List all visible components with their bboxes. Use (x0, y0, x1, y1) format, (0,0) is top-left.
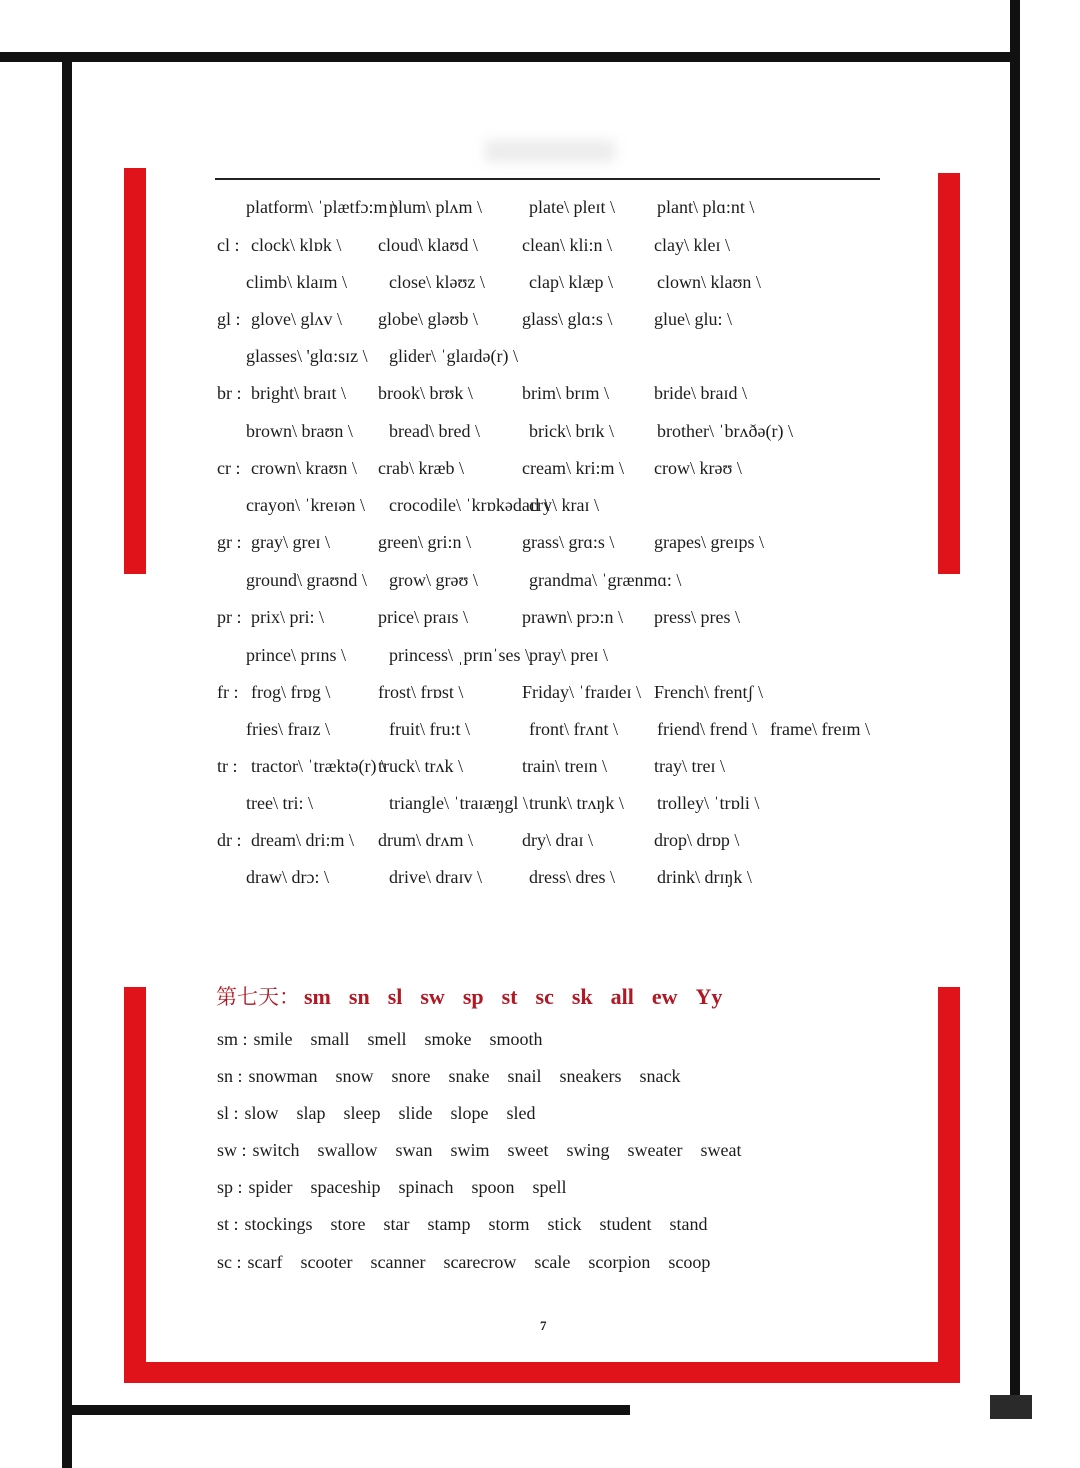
section-heading (216, 981, 722, 1011)
word-entry: green\ gri:n \ (378, 532, 471, 552)
list-label: sw : (217, 1140, 247, 1160)
section-key: sc (535, 984, 554, 1009)
word-entry: prince\ prɪns \ (246, 645, 346, 665)
list-word: swan (395, 1140, 433, 1160)
word-entry: frost\ frɒst \ (378, 682, 464, 702)
list-word: sneakers (559, 1066, 622, 1086)
list-word: snail (507, 1066, 542, 1086)
list-word: smoke (424, 1029, 472, 1049)
word-entry: fruit\ fru:t \ (389, 719, 470, 739)
list-item (217, 1140, 759, 1161)
section-key: ew (651, 984, 678, 1009)
list-label: sc : (217, 1252, 242, 1272)
list-word: storm (488, 1214, 530, 1234)
word-entry: clay\ kleɪ \ (654, 235, 730, 255)
red-bar-left-top (124, 168, 146, 574)
word-entry: close\ kləʊz \ (389, 272, 485, 292)
section-title-cn: 第七天： (216, 985, 300, 1009)
word-entry: clown\ klaʊn \ (657, 272, 761, 292)
row-label: fr : (217, 682, 239, 702)
word-entry: crow\ krəʊ \ (654, 458, 742, 478)
word-entry: pray\ preɪ \ (529, 645, 608, 665)
list-word: star (383, 1214, 410, 1234)
row-label: tr : (217, 756, 238, 776)
word-entry: dream\ dri:m \ (251, 830, 354, 850)
list-label: sm : (217, 1029, 248, 1049)
word-entry: front\ frʌnt \ (529, 719, 618, 739)
list-word: scale (534, 1252, 571, 1272)
row-label: cr : (217, 458, 241, 478)
list-item (217, 1177, 585, 1198)
row-label: gl : (217, 309, 241, 329)
word-entry: dry\ draɪ \ (522, 830, 593, 850)
word-entry: platform\ ˈplætfɔ:m \ (246, 197, 397, 217)
word-entry: cloud\ klaʊd \ (378, 235, 478, 255)
list-word: student (599, 1214, 652, 1234)
word-entry: cream\ kri:m \ (522, 458, 624, 478)
section-key: all (610, 984, 634, 1009)
row-label: br : (217, 383, 242, 403)
word-entry: French\ frentʃ \ (654, 682, 763, 702)
list-word: sleep (343, 1103, 381, 1123)
word-entry: friend\ frend \ (657, 719, 757, 739)
word-entry: train\ treɪn \ (522, 756, 607, 776)
list-word: scorpion (588, 1252, 651, 1272)
section-key: sp (462, 984, 484, 1009)
word-entry: tree\ tri: \ (246, 793, 313, 813)
frame-bottom-bar (62, 1405, 630, 1415)
list-word: stick (547, 1214, 582, 1234)
word-entry: plate\ pleɪt \ (529, 197, 615, 217)
list-word: sweet (507, 1140, 549, 1160)
list-word: scanner (370, 1252, 426, 1272)
section-key: sk (571, 984, 593, 1009)
list-item (217, 1252, 728, 1273)
section-key: Yy (695, 984, 723, 1009)
list-label: st : (217, 1214, 239, 1234)
word-entry: globe\ gləʊb \ (378, 309, 478, 329)
list-item (217, 1029, 561, 1050)
list-item (217, 1214, 726, 1235)
red-bar-bottom (124, 1362, 960, 1383)
list-item (217, 1103, 554, 1124)
word-entry: fries\ fraɪz \ (246, 719, 330, 739)
section-key: sm (304, 984, 331, 1009)
header-rule (215, 178, 880, 180)
word-entry: trunk\ trʌŋk \ (529, 793, 624, 813)
word-entry: tray\ treɪ \ (654, 756, 725, 776)
word-entry: clock\ klɒk \ (251, 235, 342, 255)
list-word: swing (566, 1140, 610, 1160)
list-word: sweater (627, 1140, 683, 1160)
blurred-header (485, 140, 615, 162)
list-word: slow (244, 1103, 279, 1123)
section-key: sn (348, 984, 370, 1009)
red-bar-left-bottom (124, 987, 146, 1383)
frame-left-bar (62, 60, 72, 1468)
word-entry: plum\ plʌm \ (389, 197, 483, 217)
word-entry: glove\ glʌv \ (251, 309, 342, 329)
word-entry: brown\ braʊn \ (246, 421, 353, 441)
word-entry: grass\ grɑ:s \ (522, 532, 615, 552)
word-entry: grandma\ ˈgrænmɑ: \ (529, 570, 682, 590)
word-entry: price\ praɪs \ (378, 607, 468, 627)
word-entry: frog\ frɒg \ (251, 682, 331, 702)
word-entry: gray\ greɪ \ (251, 532, 330, 552)
list-word: snowman (248, 1066, 318, 1086)
list-word: smell (367, 1029, 407, 1049)
row-label: pr : (217, 607, 242, 627)
list-word: scarecrow (443, 1252, 517, 1272)
list-word: stand (669, 1214, 708, 1234)
word-entry: grow\ grəʊ \ (389, 570, 478, 590)
list-word: scoop (668, 1252, 711, 1272)
list-word: snow (335, 1066, 374, 1086)
word-entry: glue\ glu: \ (654, 309, 732, 329)
word-entry: trolley\ ˈtrɒli \ (657, 793, 760, 813)
list-word: spoon (471, 1177, 515, 1197)
word-entry: drink\ drɪŋk \ (657, 867, 752, 887)
list-word: spinach (398, 1177, 454, 1197)
list-label: sn : (217, 1066, 243, 1086)
section-key: st (501, 984, 518, 1009)
word-entry: tractor\ ˈtræktə(r) \ (251, 756, 386, 776)
word-entry: crocodile\ ˈkrɒkədaɪl \ (389, 495, 550, 515)
word-entry: press\ pres \ (654, 607, 740, 627)
list-word: snore (391, 1066, 431, 1086)
section-key: sw (420, 984, 445, 1009)
list-word: store (330, 1214, 366, 1234)
list-word: sled (506, 1103, 536, 1123)
frame-top-bar (0, 52, 1020, 62)
word-entry: grapes\ greɪps \ (654, 532, 764, 552)
word-entry: brother\ ˈbrʌðə(r) \ (657, 421, 793, 441)
word-entry: climb\ klaɪm \ (246, 272, 347, 292)
list-word: snake (448, 1066, 490, 1086)
word-entry: bread\ bred \ (389, 421, 480, 441)
frame-right-bar (1010, 0, 1020, 1400)
section-key: sl (387, 984, 403, 1009)
word-entry: brook\ brʊk \ (378, 383, 473, 403)
word-entry: draw\ drɔ: \ (246, 867, 329, 887)
list-word: sweat (700, 1140, 742, 1160)
word-entry: truck\ trʌk \ (378, 756, 463, 776)
list-label: sl : (217, 1103, 239, 1123)
list-word: spider (248, 1177, 293, 1197)
list-word: switch (252, 1140, 300, 1160)
section-keys (300, 984, 722, 1009)
word-entry: cry\ kraɪ \ (529, 495, 599, 515)
list-word: swallow (317, 1140, 378, 1160)
row-label: cl : (217, 235, 240, 255)
red-bar-right-top (938, 173, 960, 574)
list-word: slope (450, 1103, 489, 1123)
list-word: slap (296, 1103, 326, 1123)
word-entry: drum\ drʌm \ (378, 830, 473, 850)
word-entry: ground\ graʊnd \ (246, 570, 367, 590)
word-entry: prawn\ prɔ:n \ (522, 607, 623, 627)
list-label: sp : (217, 1177, 243, 1197)
list-word: snack (639, 1066, 681, 1086)
list-word: scarf (247, 1252, 283, 1272)
word-entry: brim\ brɪm \ (522, 383, 609, 403)
word-entry: glider\ ˈglaɪdə(r) \ (389, 346, 518, 366)
word-entry: crab\ kræb \ (378, 458, 464, 478)
page-number: 7 (540, 1318, 547, 1333)
list-word: stockings (244, 1214, 313, 1234)
word-entry: clean\ kli:n \ (522, 235, 612, 255)
word-entry: bright\ braɪt \ (251, 383, 346, 403)
red-bar-right-bottom (938, 987, 960, 1383)
word-entry: brick\ brɪk \ (529, 421, 614, 441)
frame-corner-block (990, 1395, 1032, 1419)
list-word: swim (450, 1140, 490, 1160)
word-entry: princess\ ˌprɪnˈses \ (389, 645, 530, 665)
word-entry: glasses\ 'glɑ:sɪz \ (246, 346, 368, 366)
word-entry: dress\ dres \ (529, 867, 615, 887)
word-entry: prix\ pri: \ (251, 607, 324, 627)
word-entry: drive\ draɪv \ (389, 867, 482, 887)
list-word: stamp (427, 1214, 471, 1234)
word-entry: triangle\ ˈtraɪæŋgl \ (389, 793, 528, 813)
word-entry: bride\ braɪd \ (654, 383, 747, 403)
word-entry: drop\ drɒp \ (654, 830, 740, 850)
list-word: small (310, 1029, 350, 1049)
list-word: spell (532, 1177, 567, 1197)
list-word: scooter (300, 1252, 353, 1272)
row-label: gr : (217, 532, 242, 552)
list-item (217, 1066, 698, 1087)
list-word: smile (253, 1029, 293, 1049)
word-entry: Friday\ ˈfraɪdeɪ \ (522, 682, 641, 702)
list-word: smooth (489, 1029, 543, 1049)
list-word: spaceship (310, 1177, 381, 1197)
word-entry: crayon\ ˈkreɪən \ (246, 495, 365, 515)
word-entry: plant\ plɑ:nt \ (657, 197, 755, 217)
word-entry: frame\ freɪm \ (770, 719, 870, 739)
word-entry: glass\ glɑ:s \ (522, 309, 613, 329)
list-word: slide (398, 1103, 433, 1123)
word-entry: clap\ klæp \ (529, 272, 613, 292)
row-label: dr : (217, 830, 242, 850)
word-entry: crown\ kraʊn \ (251, 458, 357, 478)
